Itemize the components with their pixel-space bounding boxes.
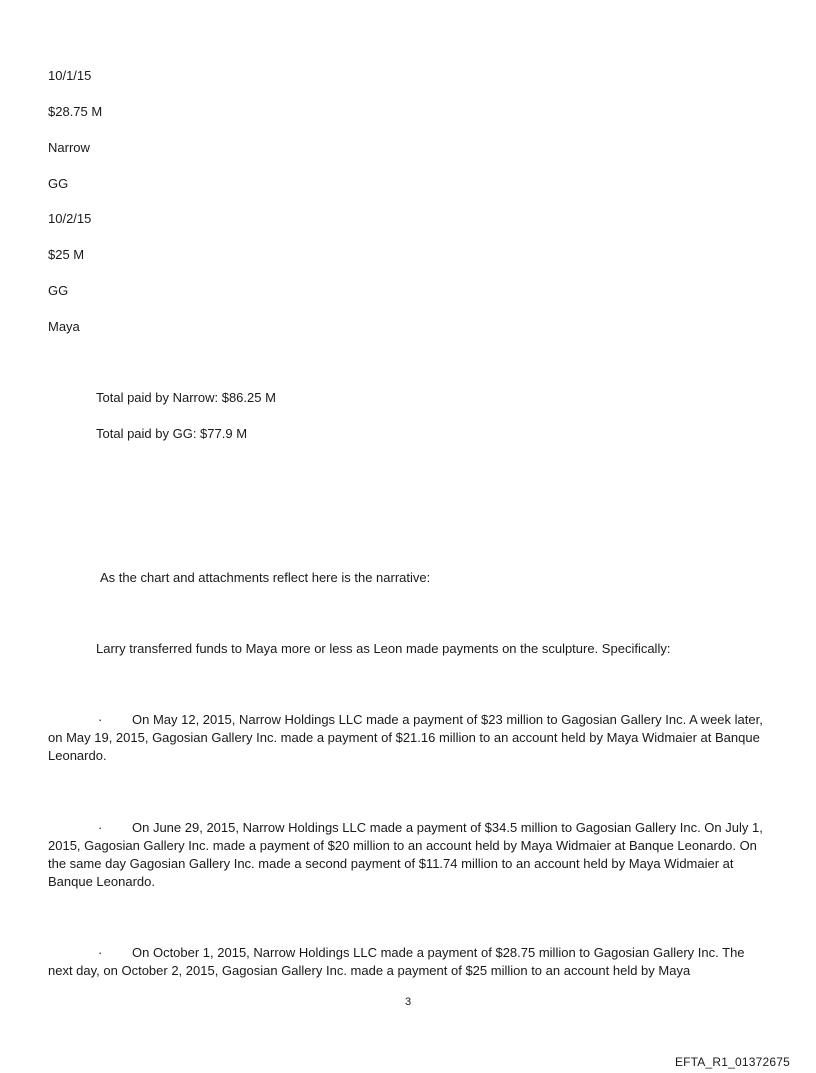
chart-row-payee-2: Maya (48, 319, 80, 334)
bullet-marker: · (98, 820, 103, 835)
bullet-marker: · (98, 712, 103, 727)
chart-row-date-2: 10/2/15 (48, 211, 92, 226)
chart-row-payer-2: GG (48, 283, 69, 298)
chart-row-payer-1: Narrow (48, 140, 90, 155)
page-number: 3 (404, 996, 412, 1008)
narrative-lead: Larry transferred funds to Maya more or less as Leon made payments on the sculpture. Specifically: (96, 641, 671, 656)
total-gg: Total paid by GG: $77.9 M (96, 426, 248, 441)
bullet-paragraph-1 (48, 711, 772, 765)
bullet-paragraph-2 (48, 819, 772, 891)
document-id-stamp: EFTA_R1_01372675 (674, 1055, 790, 1069)
bullet-paragraph-3 (48, 944, 772, 980)
bullet-text-2: On June 29, 2015, Narrow Holdings LLC made a payment of $34.5 million to Gagosian Gallery Inc. On July 1, 2015, Gagosian Gallery Inc. made a payment of $20 million to an account held by Maya Widmaier at Banque Leonardo. On the same day Gagosian Gallery Inc. made a second payment of $11.74 million to an account held by Maya Widmaier at Banque Leonardo. (48, 820, 763, 889)
chart-row-date-1: 10/1/15 (48, 68, 92, 83)
bullet-marker: · (98, 945, 103, 960)
narrative-intro: As the chart and attachments reflect here is the narrative: (100, 570, 431, 585)
chart-row-amount-2: $25 M (48, 247, 85, 262)
chart-row-amount-1: $28.75 M (48, 104, 103, 119)
total-narrow: Total paid by Narrow: $86.25 M (96, 390, 276, 405)
chart-row-payee-1: GG (48, 176, 69, 191)
bullet-text-3: On October 1, 2015, Narrow Holdings LLC made a payment of $28.75 million to Gagosian Gallery Inc. The next day, on October 2, 2015, Gagosian Gallery Inc. made a payment of $25 million to an account held by Maya (48, 945, 745, 978)
bullet-text-1: On May 12, 2015, Narrow Holdings LLC made a payment of $23 million to Gagosian Gallery Inc. A week later, on May 19, 2015, Gagosian Gallery Inc. made a payment of $21.16 million to an account held by Maya Widmaier at Banque Leonardo. (48, 712, 763, 763)
